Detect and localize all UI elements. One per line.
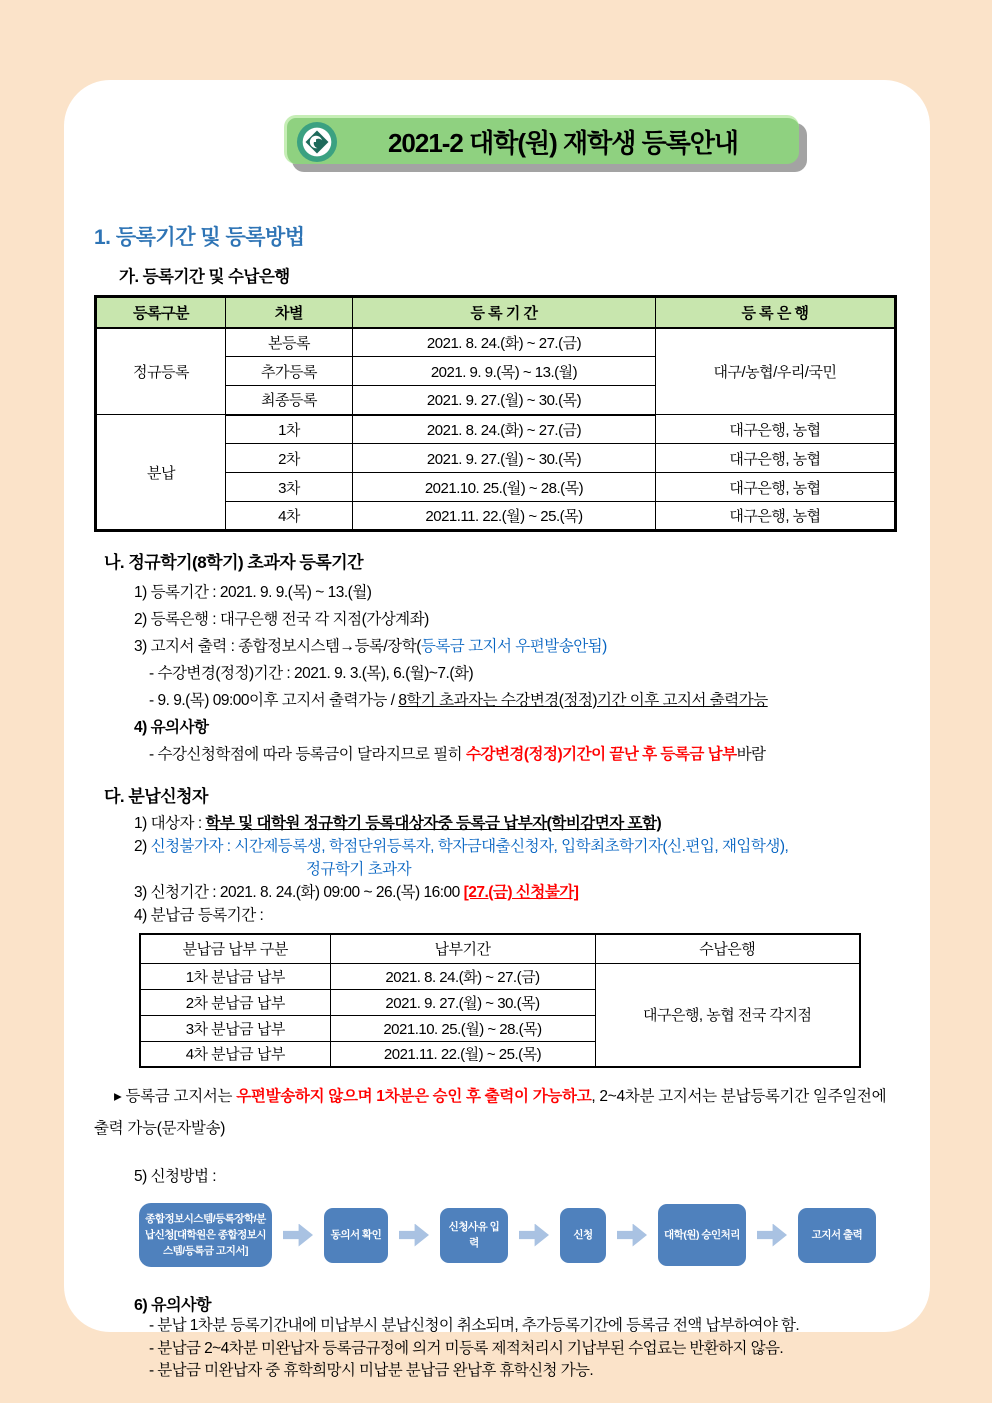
cautions-heading: 6) 유의사항 bbox=[134, 1297, 211, 1314]
list-item bbox=[134, 633, 900, 660]
sub-b-heading: 나. 정규학기(8학기) 초과자 등록기간 bbox=[104, 553, 364, 572]
blue-note: 등록금 고지서 우편발송안됨) bbox=[420, 638, 607, 655]
bank-cell: 대구은행, 농협 bbox=[656, 415, 896, 444]
flow-step-print: 고지서 출력 bbox=[798, 1208, 876, 1263]
table-row bbox=[140, 963, 860, 989]
round-cell: 1차 bbox=[226, 415, 353, 444]
bank-cell: 대구은행, 농협 전국 각지점 bbox=[595, 963, 860, 1067]
university-logo-icon bbox=[296, 121, 338, 163]
list-item: 2) 등록은행 : 대구은행 전국 각 지점(가상계좌) bbox=[134, 611, 429, 628]
flow-step-apply: 신청 bbox=[560, 1208, 606, 1263]
label-cell: 1차 분납금 납부 bbox=[140, 963, 330, 989]
round-cell: 3차 bbox=[226, 473, 353, 502]
table-row bbox=[96, 415, 896, 444]
period-cell: 2021. 9. 27.(월) ~ 30.(목) bbox=[330, 989, 595, 1015]
application-flowchart bbox=[139, 1202, 884, 1268]
text-segment: 1) 대상자 : bbox=[134, 815, 206, 832]
text-segment: - 수강신청학점에 따라 등록금이 달라지므로 필히 bbox=[149, 746, 466, 763]
bank-cell: 대구/농협/우리/국민 bbox=[656, 328, 896, 415]
red-warning: [27.(금) 신청불가] bbox=[463, 884, 579, 901]
flow-step-approval: 대학(원) 승인처리 bbox=[658, 1204, 746, 1266]
underlined-note: 8학기 초과자는 수강변경(정정)기간 이후 고지서 출력가능 bbox=[398, 692, 768, 709]
registration-period-table bbox=[94, 295, 897, 532]
document-card bbox=[64, 80, 930, 1379]
sub-a-heading: 가. 등록기간 및 수납은행 bbox=[119, 268, 290, 286]
label-cell: 4차 분납금 납부 bbox=[140, 1041, 330, 1067]
flow-step-consent: 동의서 확인 bbox=[324, 1208, 388, 1263]
label-cell: 3차 분납금 납부 bbox=[140, 1015, 330, 1041]
round-cell: 최종등록 bbox=[226, 386, 353, 415]
caution-item: - 분납금 미완납자 중 휴학희망시 미납분 분납금 완납후 휴학신청 가능. bbox=[149, 1362, 594, 1379]
table-row bbox=[96, 328, 896, 357]
bank-cell: 대구은행, 농협 bbox=[656, 444, 896, 473]
period-cell: 2021.11. 22.(월) ~ 25.(목) bbox=[353, 502, 656, 531]
caution-item: - 분납금 2~4차분 미완납자 등록금규정에 의거 미등록 제적처리시 기납부된 수업료는 반환하지 않음. bbox=[149, 1339, 784, 1357]
table-header-row bbox=[96, 297, 896, 328]
period-cell: 2021. 9. 27.(월) ~ 30.(목) bbox=[353, 386, 656, 415]
list-item-continued: 정규학기 초과자 bbox=[306, 861, 412, 878]
blue-note: 신청불가자 : 시간제등록생, 학점단위등록자, 학자금대출신청자, 입학최초학기자(신.편입, 재입학생), bbox=[150, 838, 789, 855]
label-cell: 2차 분납금 납부 bbox=[140, 989, 330, 1015]
flow-step-system: 종합정보시스템/등록장학/분납신청[대학원은 종합정보시스템/등록금 고지서] bbox=[139, 1203, 272, 1267]
period-cell: 2021. 8. 24.(화) ~ 27.(금) bbox=[353, 328, 656, 357]
arrow-right-icon bbox=[757, 1224, 787, 1247]
period-cell: 2021. 8. 24.(화) ~ 27.(금) bbox=[353, 415, 656, 444]
col-header: 분납금 납부 구분 bbox=[140, 934, 330, 963]
title-banner bbox=[284, 115, 799, 164]
arrow-right-icon bbox=[283, 1224, 313, 1247]
list-item: 4) 유의사항 bbox=[134, 719, 209, 736]
period-cell: 2021. 9. 9.(목) ~ 13.(월) bbox=[353, 357, 656, 386]
arrow-right-icon bbox=[617, 1224, 647, 1247]
underlined-target: 학부 및 대학원 정규학기 등록대상자중 등록금 납부자(학비감면자 포함) bbox=[205, 815, 662, 832]
round-cell: 추가등록 bbox=[226, 357, 353, 386]
list-subitem bbox=[149, 687, 900, 714]
red-warning: 우편발송하지 않으며 1차분은 승인 후 출력이 가능하고 bbox=[236, 1088, 592, 1105]
period-cell: 2021. 8. 24.(화) ~ 27.(금) bbox=[330, 963, 595, 989]
list-item bbox=[134, 881, 900, 904]
text-segment: 2) bbox=[134, 838, 151, 855]
installment-payment-table bbox=[139, 933, 861, 1068]
text-segment: 3) 신청기간 : 2021. 8. 24.(화) 09:00 ~ 26.(목) 16:00 bbox=[134, 884, 464, 901]
arrow-right-icon bbox=[519, 1224, 549, 1247]
col-header: 등록구분 bbox=[96, 297, 226, 328]
period-cell: 2021.10. 25.(월) ~ 28.(목) bbox=[330, 1015, 595, 1041]
installment-label-cell: 분납 bbox=[96, 415, 226, 531]
text-segment: 3) 고지서 출력 : 종합정보시스템→등록/장학( bbox=[134, 638, 421, 655]
flow-step-reason: 신청사유 입력 bbox=[440, 1208, 508, 1263]
bank-cell: 대구은행, 농협 bbox=[656, 473, 896, 502]
sub-c-heading: 다. 분납신청자 bbox=[104, 787, 208, 806]
list-item bbox=[134, 812, 900, 835]
regular-label-cell: 정규등록 bbox=[96, 328, 226, 415]
col-header: 수납은행 bbox=[595, 934, 860, 963]
invoice-note bbox=[94, 1081, 900, 1145]
triangle-bullet-icon: ▸ bbox=[114, 1088, 126, 1105]
list-item: 5) 신청방법 : bbox=[134, 1168, 217, 1185]
red-warning: 수강변경(정정)기간이 끝난 후 등록금 납부 bbox=[465, 746, 737, 763]
text-segment: , 2~4차분 고지서는 분납등록기간 일주일전에 출력 가능(문자발송) bbox=[94, 1088, 887, 1137]
arrow-right-icon bbox=[399, 1224, 429, 1247]
section-1-heading: 1. 등록기간 및 등록방법 bbox=[94, 226, 305, 249]
list-item bbox=[134, 835, 900, 858]
text-segment: 바람 bbox=[736, 746, 766, 763]
period-cell: 2021.10. 25.(월) ~ 28.(목) bbox=[353, 473, 656, 502]
col-header: 납부기간 bbox=[330, 934, 595, 963]
text-segment: 등록금 고지서는 bbox=[125, 1088, 237, 1105]
list-item: 1) 등록기간 : 2021. 9. 9.(목) ~ 13.(월) bbox=[134, 584, 372, 601]
col-header: 차별 bbox=[226, 297, 353, 328]
list-item: 4) 분납금 등록기간 : bbox=[134, 907, 264, 924]
period-cell: 2021.11. 22.(월) ~ 25.(목) bbox=[330, 1041, 595, 1067]
list-subitem: - 수강변경(정정)기간 : 2021. 9. 3.(목), 6.(월)~7.(화) bbox=[149, 665, 474, 682]
round-cell: 본등록 bbox=[226, 328, 353, 357]
round-cell: 2차 bbox=[226, 444, 353, 473]
document-title: 2021-2 대학(원) 재학생 등록안내 bbox=[387, 127, 739, 158]
col-header: 등 록 은 행 bbox=[656, 297, 896, 328]
col-header: 등 록 기 간 bbox=[353, 297, 656, 328]
table-header-row bbox=[140, 934, 860, 963]
list-subitem bbox=[149, 741, 900, 768]
caution-item: - 분납 1차분 등록기간내에 미납부시 분납신청이 취소되며, 추가등록기간에 등록금 전액 납부하여야 함. bbox=[149, 1317, 800, 1334]
bank-cell: 대구은행, 농협 bbox=[656, 502, 896, 531]
round-cell: 4차 bbox=[226, 502, 353, 531]
period-cell: 2021. 9. 27.(월) ~ 30.(목) bbox=[353, 444, 656, 473]
text-segment: - 9. 9.(목) 09:00이후 고지서 출력가능 / bbox=[149, 692, 399, 709]
